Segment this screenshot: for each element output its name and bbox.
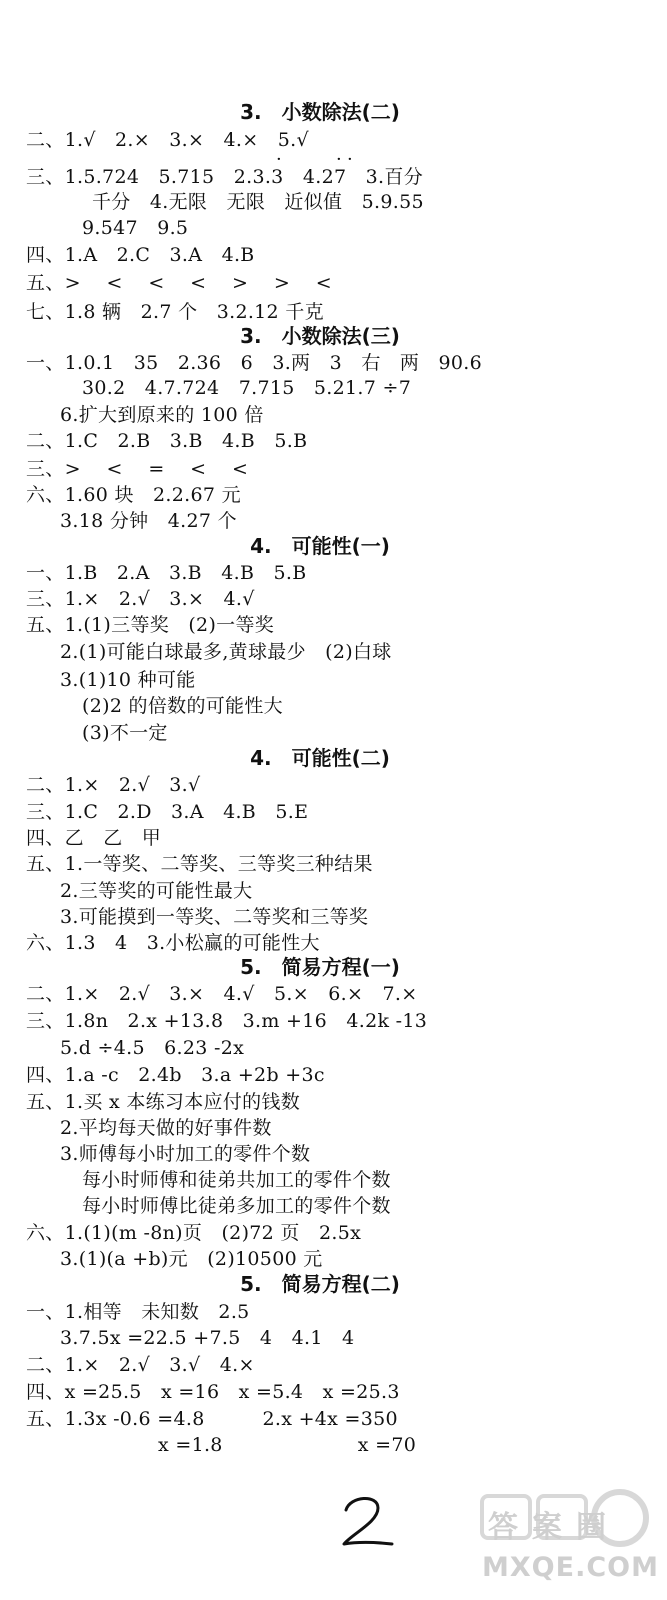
answer-line: 四、乙 乙 甲 — [26, 827, 162, 849]
repeating-decimal-dot: · — [336, 149, 342, 170]
answer-line: 3.7.5x =22.5 +7.5 4 4.1 4 — [60, 1327, 355, 1349]
watermark-text: 答案圈 — [488, 1510, 620, 1545]
answer-line: 五、> < < < > > < — [26, 272, 332, 294]
answer-line: 四、1.A 2.C 3.A 4.B — [26, 244, 255, 266]
answer-line: 一、1.相等 未知数 2.5 — [26, 1301, 250, 1323]
answer-line: 每小时师傅和徒弟共加工的零件个数 — [82, 1169, 391, 1191]
answer-line: 二、1.C 2.B 3.B 4.B 5.B — [26, 430, 308, 452]
answer-line: 2.三等奖的可能性最大 — [60, 880, 253, 902]
answer-line: 三、1.8n 2.x +13.8 3.m +16 4.2k -13 — [26, 1010, 428, 1032]
answer-line: (2)2 的倍数的可能性大 — [82, 695, 283, 717]
answer-line: x =1.8 x =70 — [158, 1434, 417, 1456]
repeating-decimal-dot: · — [347, 149, 353, 170]
answer-line: 五、1.买 x 本练习本应付的钱数 — [26, 1091, 301, 1113]
answer-line: 四、x =25.5 x =16 x =5.4 x =25.3 — [26, 1381, 400, 1403]
answer-line: 四、1.a -c 2.4b 3.a +2b +3c — [26, 1064, 325, 1086]
site-watermark — [478, 1482, 658, 1592]
answer-line: 千分 4.无限 无限 近似值 5.9.55 — [92, 191, 424, 213]
answer-line: 2.(1)可能白球最多,黄球最少 (2)白球 — [60, 641, 392, 663]
answer-line: 七、1.8 辆 2.7 个 3.2.12 千克 — [26, 301, 324, 323]
answer-line: (3)不一定 — [82, 722, 168, 744]
answer-line: 二、1.× 2.√ 3.√ — [26, 774, 201, 796]
answer-line: 一、1.B 2.A 3.B 4.B 5.B — [26, 562, 307, 584]
handwritten-page-number — [338, 1490, 398, 1550]
answer-line: 3.可能摸到一等奖、二等奖和三等奖 — [60, 906, 369, 928]
answer-line: 三、1.× 2.√ 3.× 4.√ — [26, 588, 255, 610]
answer-line: 3.(1)10 种可能 — [60, 669, 196, 691]
answer-line: 六、1.3 4 3.小松赢的可能性大 — [26, 932, 320, 954]
answer-line: 五、1.一等奖、二等奖、三等奖三种结果 — [26, 853, 373, 875]
answer-line: 二、1.× 2.√ 3.√ 4.× — [26, 1354, 255, 1376]
answer-line: 3.师傅每小时加工的零件个数 — [60, 1143, 311, 1165]
answer-line: 9.547 9.5 — [82, 217, 189, 239]
answer-line: 六、1.(1)(m -8n)页 (2)72 页 2.5x — [26, 1222, 362, 1244]
watermark-url: MXQE.COM — [482, 1552, 659, 1583]
answer-line: 五、1.3x -0.6 =4.8 2.x +4x =350 — [26, 1408, 398, 1430]
answer-line: 6.扩大到原来的 100 倍 — [60, 404, 264, 426]
answer-line: 3.(1)(a +b)元 (2)10500 元 — [60, 1248, 323, 1270]
section-heading: 5. 简易方程(二) — [240, 1272, 400, 1296]
answer-line: 五、1.(1)三等奖 (2)一等奖 — [26, 614, 275, 636]
answer-line: 2.平均每天做的好事件数 — [60, 1117, 272, 1139]
answer-line: 3.18 分钟 4.27 个 — [60, 510, 237, 532]
answer-line: 二、1.√ 2.× 3.× 4.× 5.√ — [26, 129, 309, 151]
section-heading: 3. 小数除法(三) — [240, 324, 400, 348]
answer-line: 5.d ÷4.5 6.23 -2x — [60, 1037, 245, 1059]
answer-line: 六、1.60 块 2.2.67 元 — [26, 484, 241, 506]
section-heading: 4. 可能性(一) — [250, 534, 390, 558]
section-heading: 4. 可能性(二) — [250, 746, 390, 770]
section-heading: 3. 小数除法(二) — [240, 100, 400, 124]
answer-line: 三、1.C 2.D 3.A 4.B 5.E — [26, 801, 309, 823]
section-heading: 5. 简易方程(一) — [240, 955, 400, 979]
answer-line: 一、1.0.1 35 2.36 6 3.两 3 右 两 90.6 — [26, 352, 483, 374]
repeating-decimal-dot: · — [276, 149, 282, 170]
answer-line: 三、1.5.724 5.715 2.3.3 4.27 3.百分 — [26, 166, 423, 188]
answer-line: 三、> < = < < — [26, 458, 249, 480]
answer-line: 二、1.× 2.√ 3.× 4.√ 5.× 6.× 7.× — [26, 983, 418, 1005]
answer-line: 每小时师傅比徒弟多加工的零件个数 — [82, 1195, 391, 1217]
answer-line: 30.2 4.7.724 7.715 5.21.7 ÷7 — [82, 377, 412, 399]
